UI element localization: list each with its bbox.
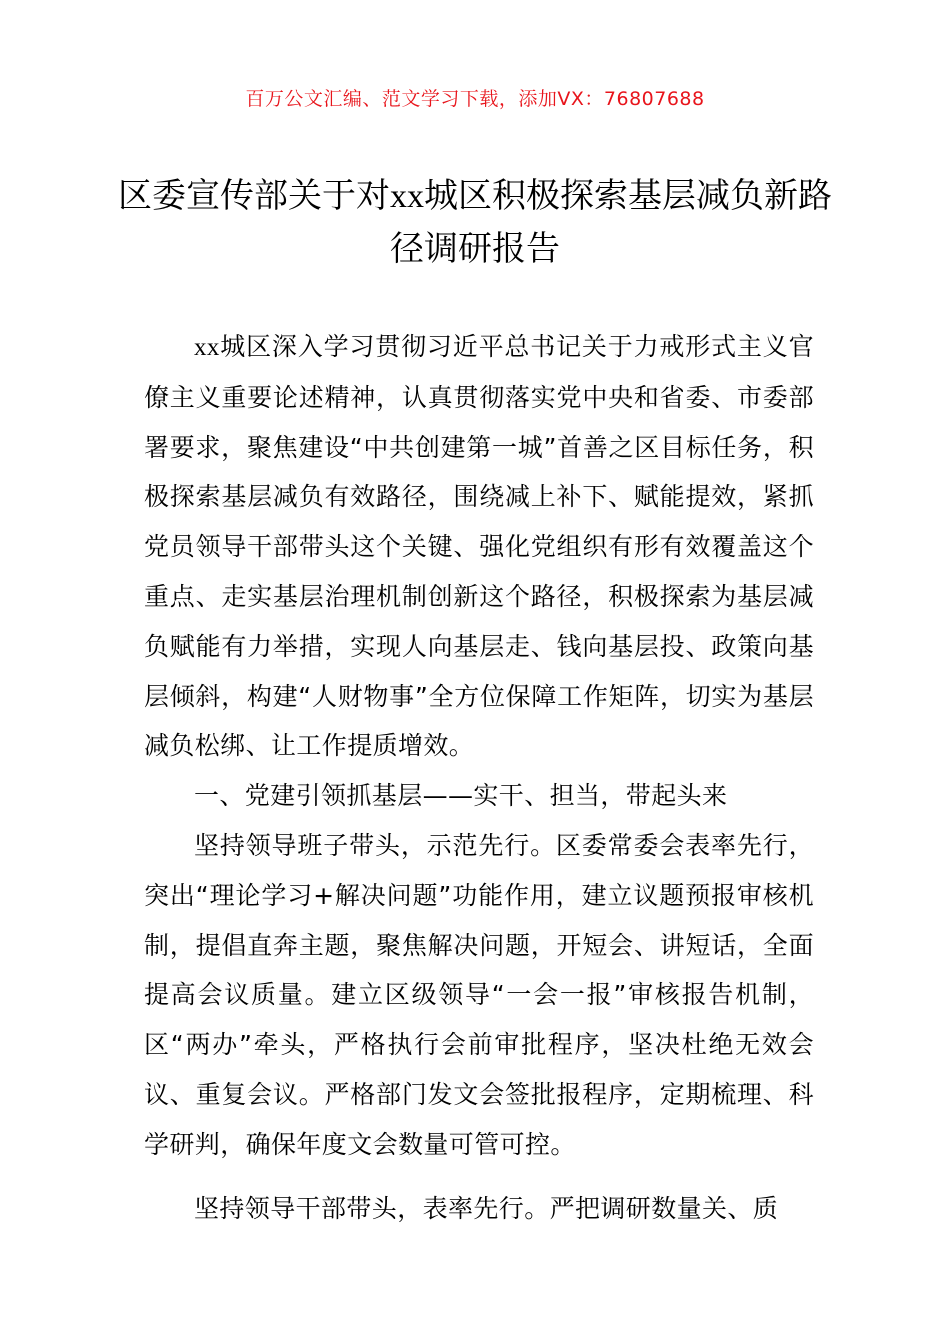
watermark-banner: 百万公文汇编、范文学习下载，添加VX：76807688: [245, 88, 705, 110]
intro-latin: xx: [194, 334, 220, 361]
title-part-2: 城区积极探索基层减负新路径调研报告: [390, 176, 832, 269]
body-paragraph-1: 坚持领导班子带头，示范先行。区委常委会表率先行，突出“理论学习+解决问题”功能作用，建立议题预报审核机制，提倡直奔主题，聚焦解决问题，开短会、讲短话，全面提高会议质量。建立区级领导“一会一报”审核报告机制，区“两办”牵头，严格执行会前审批程序，坚决杜绝无效会议、重复会议。严格部门发文会签批报程序，定期梳理、科学研判，确保年度文会数量可管可控。: [144, 830, 814, 1159]
title-latin: xx: [390, 178, 424, 215]
document-body: [144, 322, 814, 1233]
title-part-1: 区委宣传部关于对: [118, 176, 390, 216]
intro-paragraph: [144, 322, 814, 771]
intro-text: 城区深入学习贯彻习近平总书记关于力戒形式主义官僚主义重要论述精神，认真贯彻落实党中央和省委、市委部署要求，聚焦建设“中共创建第一城”首善之区目标任务，积极探索基层减负有效路径，围绕减上补下、赋能提效，紧抓党员领导干部带头这个关键、强化党组织有形有效覆盖这个重点、走实基层治理机制创新这个路径，积极探索为基层减负赋能有力举措，实现人向基层走、钱向基层投、政策向基层倾斜，构建“人财物事”全方位保障工作矩阵，切实为基层减负松绑、让工作提质增效。: [144, 332, 814, 761]
body-paragraph-2: 坚持领导干部带头，表率先行。严把调研数量关、质: [194, 1193, 779, 1223]
document-title: [110, 170, 840, 275]
section-heading: 一、党建引领抓基层——实干、担当，带起头来: [194, 781, 728, 811]
